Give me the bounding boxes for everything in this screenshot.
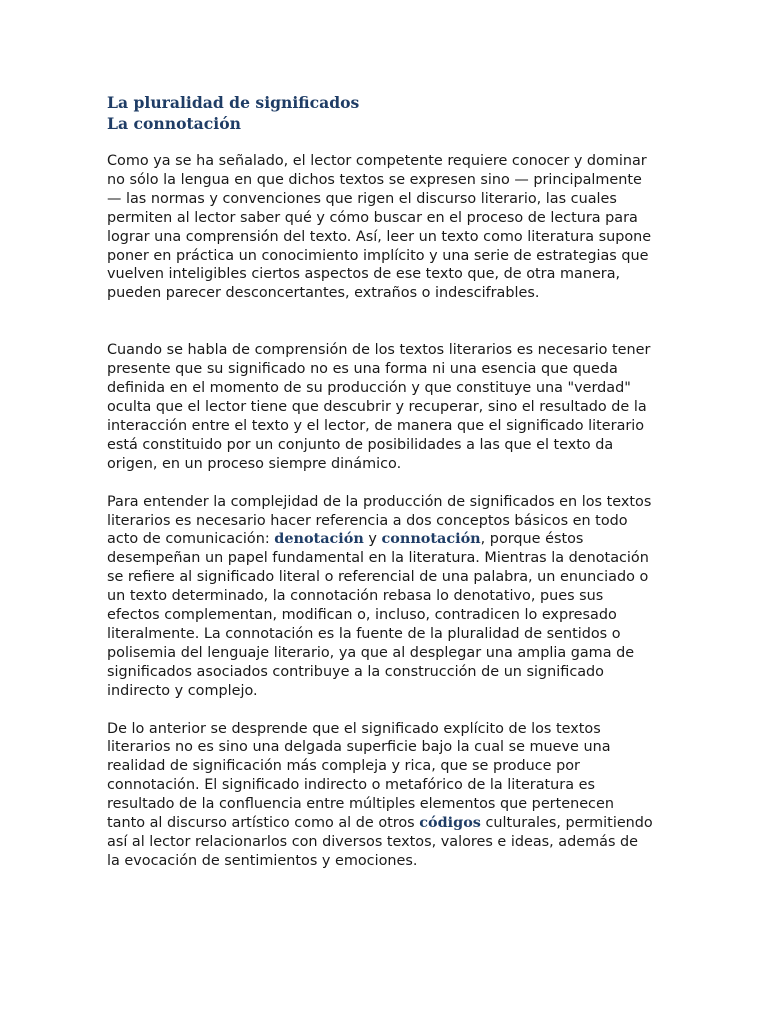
- term-denotacion: denotación: [274, 530, 364, 548]
- term-connotacion: connotación: [381, 530, 481, 548]
- section-subtitle: La connotación: [107, 114, 241, 133]
- paragraph-3-text-between: y: [363, 531, 382, 548]
- term-codigos: códigos: [419, 814, 481, 832]
- paragraph-4: [107, 720, 655, 871]
- paragraph-2: Cuando se habla de comprensión de los textos literarios es necesario tener presente que su significado no es una forma ni una esencia que queda definida en el momento de su producción y que constituye una "verdad" oculta que el lector tiene que descubrir y recuperar, sino el resultado de la interacción entre el texto y el lector, de manera que el significado literario está constituido por un conjunto de posibilidades a las que el texto da origen, en un proceso siempre dinámico.: [107, 342, 651, 472]
- paragraph-1: Como ya se ha señalado, el lector competente requiere conocer y dominar no sólo la lengua en que dichos textos se expresen sino — principalmente— las normas y convenciones que rigen el discurso literario, las cuales permiten al lector saber qué y cómo buscar en el proceso de lectura para lograr una comprensión del texto. Así, leer un texto como literatura supone poner en práctica un conocimiento implícito y una serie de estrategias que vuelven inteligibles ciertos aspectos de ese texto que, de otra manera, pueden parecer desconcertantes, extraños o indescifrables.: [107, 153, 652, 302]
- paragraph-3: [107, 493, 655, 701]
- document-page: [107, 92, 655, 871]
- paragraph-3-text-after: , porque éstos desempeñan un papel fundamental en la literatura. Mientras la denotación se refiere al significado literal o referencial de una palabra, un enunciado o un texto determinado, la connotación rebasa lo denotativo, pues sus efectos complementan, modifican o, incluso, contradicen lo expresado literalmente. La connotación es la fuente de la pluralidad de sentidos o polisemia del lenguaje literario, ya que al desplegar una amplia gama de significados asociados contribuye a la construcción de un significado indirecto y complejo.: [107, 531, 649, 699]
- paragraph-3-text-before: Para entender la complejidad de la producción de significados en los textos literarios es necesario hacer referencia a dos conceptos básicos en todo acto de comunicación:: [107, 493, 652, 548]
- paragraph-4-text-after: culturales, permitiendo así al lector relacionarlos con diversos textos, valores e ideas, además de la evocación de sentimientos y emociones.: [107, 815, 653, 869]
- heading-block: [107, 92, 655, 134]
- paragraph-4-text-before: De lo anterior se desprende que el significado explícito de los textos literarios no es sino una delgada superficie bajo la cual se mueve una realidad de significación más compleja y rica, que se produce por connotación. El significado indirecto o metafórico de la literatura es resultado de la confluencia entre múltiples elementos que pertenecen tanto al discurso artístico como al de otros: [107, 720, 614, 832]
- document-title: La pluralidad de significados: [107, 93, 360, 112]
